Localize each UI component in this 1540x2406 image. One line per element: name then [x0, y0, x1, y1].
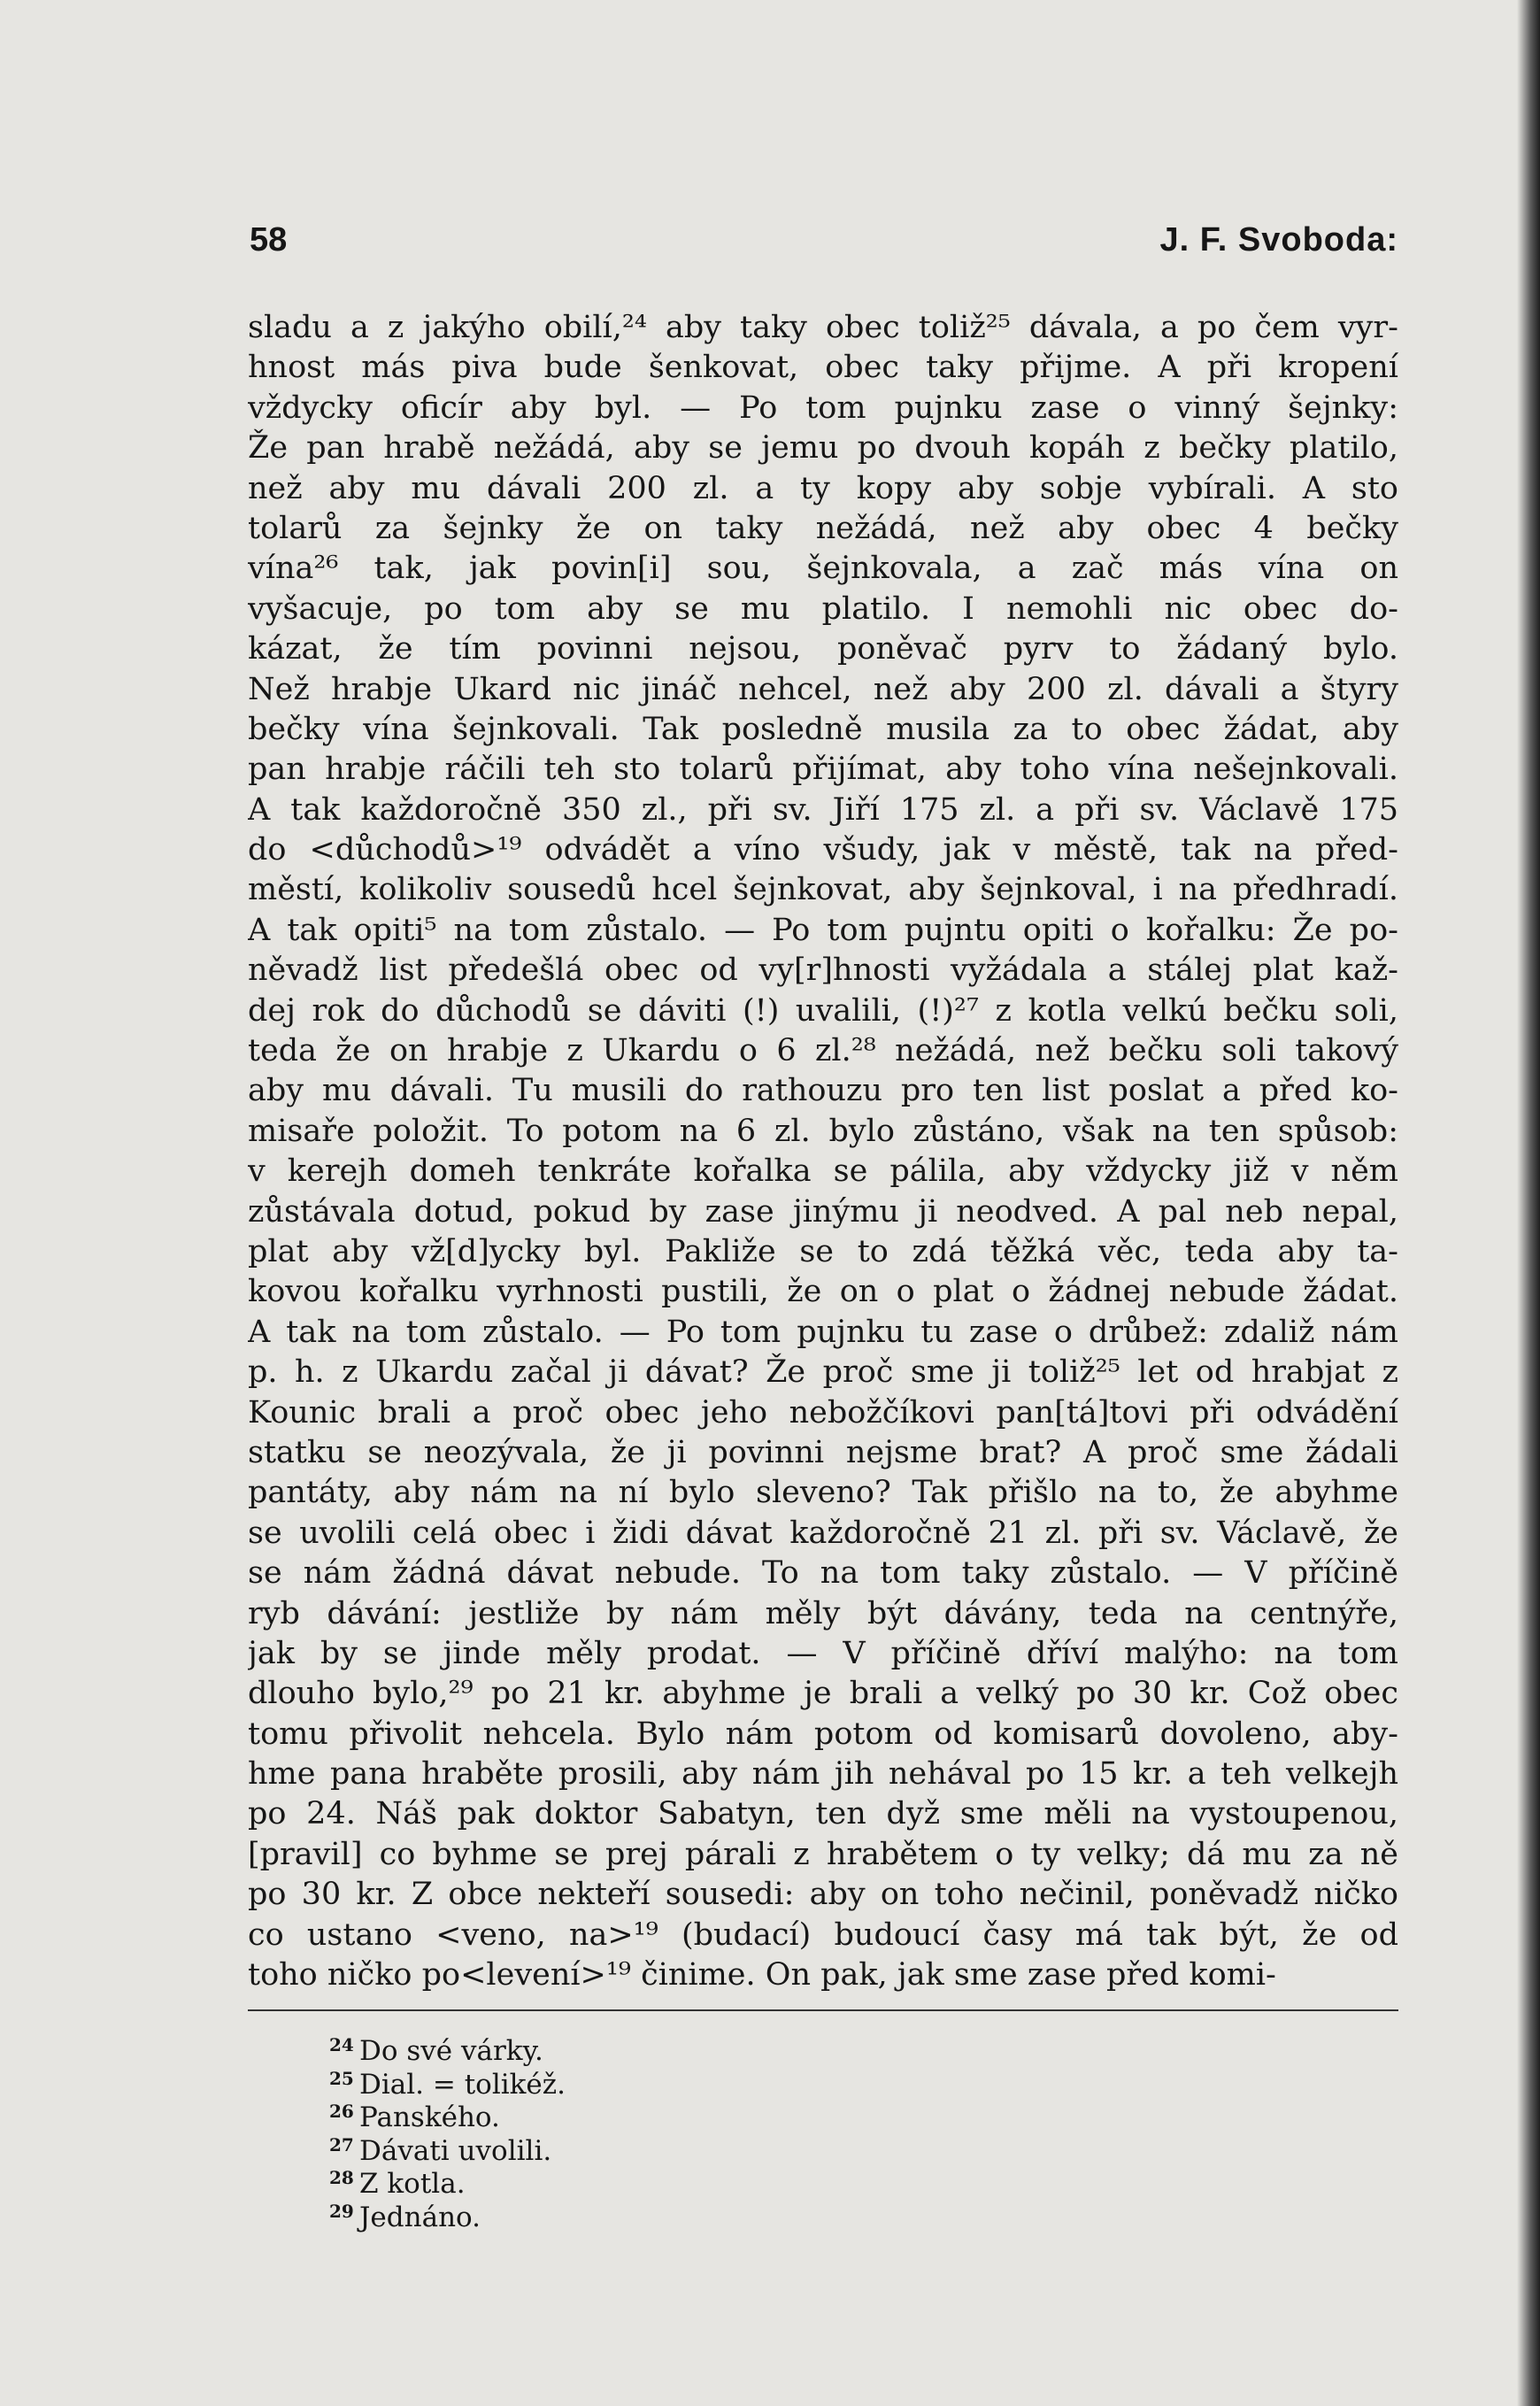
- text-line: misaře položit. To potom na 6 zl. bylo zůstáno, však na ten spůsob:: [248, 1113, 1398, 1149]
- running-head: J. F. Svoboda:: [1159, 221, 1398, 258]
- text-line: hme pana hraběte prosili, aby nám jih nehával po 15 kr. a teh velkejh: [248, 1756, 1398, 1793]
- text-line: po 30 kr. Z obce nekteří sousedi: aby on toho nečinil, poněvadž ničko: [248, 1877, 1398, 1913]
- text-line: v kerejh domeh tenkráte kořalka se pálila, aby vždycky již v něm: [248, 1153, 1398, 1190]
- text-line: vždycky oficír aby byl. — Po tom pujnku zase o vinný šejnky:: [248, 389, 1398, 426]
- text-line: tolarů za šejnky že on taky nežádá, než aby obec 4 bečky: [248, 510, 1398, 546]
- footnote: [329, 2195, 1398, 2233]
- text-line: co ustano <veno, na>¹⁹ (budací) budoucí časy má tak být, že od: [248, 1916, 1398, 1953]
- footnote-text: Z kotla.: [359, 2168, 466, 2201]
- text-line: do <důchodů>¹⁹ odvádět a víno všudy, jak v městě, tak na před-: [248, 832, 1398, 868]
- footnote: [329, 2063, 1398, 2101]
- text-line: něvadž list předešlá obec od vy[r]hnosti vyžádala a stálej plat kaž-: [248, 952, 1398, 989]
- footnote-text: Do své várky.: [359, 2035, 543, 2068]
- text-line: než aby mu dávali 200 zl. a ty kopy aby sobje vybírali. A sto: [248, 470, 1398, 506]
- footnote-separator: [248, 2009, 1398, 2011]
- text-line: vyšacuje, po tom aby se mu platilo. I nemohli nic obec do-: [248, 590, 1398, 627]
- footnote-number: 25: [329, 2067, 354, 2089]
- text-line: A tak každoročně 350 zl., při sv. Jiří 175 zl. a při sv. Václavě 175: [248, 791, 1398, 828]
- text-line: Než hrabje Ukard nic jináč nehcel, než aby 200 zl. dávali a štyry: [248, 671, 1398, 707]
- footnote-text: Dávati uvolili.: [359, 2134, 552, 2167]
- text-line: vína²⁶ tak, jak povin[i] sou, šejnkovala, a zač más vína on: [248, 551, 1398, 587]
- footnote-number: 24: [329, 2034, 354, 2056]
- binding-edge: [1517, 0, 1540, 2406]
- footnote-number: 29: [329, 2200, 354, 2222]
- footnote-text: Jednáno.: [359, 2201, 481, 2233]
- text-line: dlouho bylo,²⁹ po 21 kr. abyhme je brali a velký po 30 kr. Což obec: [248, 1676, 1398, 1712]
- text-line: hnost más piva bude šenkovat, obec taky přijme. A při kropení: [248, 350, 1398, 386]
- footnote-number: 26: [329, 2101, 354, 2123]
- text-line: tomu přivolit nehcela. Bylo nám potom od komisarů dovoleno, aby-: [248, 1716, 1398, 1752]
- body-text: [248, 308, 1398, 1995]
- text-line: Kounic brali a proč obec jeho nebožčíkovi pan[tá]tovi při odvádění: [248, 1394, 1398, 1430]
- footnote-text: Panského.: [359, 2101, 500, 2134]
- footnote-number: 28: [329, 2167, 354, 2189]
- text-line: se nám žádná dávat nebude. To na tom taky zůstalo. — V příčině: [248, 1555, 1398, 1592]
- text-line: statku se neozývala, že ji povinni nejsme brat? A proč sme žádali: [248, 1434, 1398, 1470]
- text-line: teda že on hrabje z Ukardu o 6 zl.²⁸ nežádá, než bečku soli takový: [248, 1033, 1398, 1069]
- footnotes: [248, 2029, 1398, 2233]
- text-line: sladu a z jakýho obilí,²⁴ aby taky obec toliž²⁵ dávala, a po čem vyr-: [248, 310, 1398, 345]
- book-page: [248, 212, 1398, 2233]
- footnote: [329, 2029, 1398, 2068]
- text-line: dej rok do důchodů se dáviti (!) uvalili, (!)²⁷ z kotla velkú bečku soli,: [248, 992, 1398, 1029]
- footnote: [329, 2095, 1398, 2134]
- text-line: bečky vína šejnkovali. Tak posledně musila za to obec žádat, aby: [248, 711, 1398, 747]
- text-line: se uvolili celá obec i židi dávat každoročně 21 zl. při sv. Václavě, že: [248, 1515, 1398, 1551]
- footnote: [329, 2162, 1398, 2201]
- text-line: A tak na tom zůstalo. — Po tom pujnku tu zase o drůbež: zdaliž nám: [248, 1314, 1398, 1350]
- text-line: Že pan hrabě nežádá, aby se jemu po dvouh kopáh z bečky platilo,: [248, 430, 1398, 467]
- text-line: ryb dávání: jestliže by nám měly být dávány, teda na centnýře,: [248, 1595, 1398, 1631]
- text-line: pantáty, aby nám na ní bylo sleveno? Tak přišlo na to, že abyhme: [248, 1475, 1398, 1511]
- text-line: po 24. Náš pak doktor Sabatyn, ten dyž sme měli na vystoupenou,: [248, 1796, 1398, 1832]
- text-line: pan hrabje ráčili teh sto tolarů přijímat, aby toho vína nešejnkovali.: [248, 752, 1398, 788]
- text-line: p. h. z Ukardu začal ji dávat? Že proč sme ji toliž²⁵ let od hrabjat z: [248, 1354, 1398, 1391]
- text-line: jak by se jinde měly prodat. — V příčině dříví malýho: na tom: [248, 1635, 1398, 1671]
- text-line: zůstávala dotud, pokud by zase jinýmu ji neodved. A pal neb nepal,: [248, 1193, 1398, 1230]
- footnote: [329, 2129, 1398, 2167]
- page-number: 58: [250, 221, 288, 258]
- text-line: plat aby vž[d]ycky byl. Pakliže se to zdá těžká věc, teda aby ta-: [248, 1233, 1398, 1269]
- text-line: [pravil] co byhme se prej párali z hrabětem o ty velky; dá mu za ně: [248, 1836, 1398, 1872]
- text-line: A tak opiti⁵ na tom zůstalo. — Po tom pujntu opiti o kořalku: Že po-: [248, 912, 1398, 948]
- text-line: městí, kolikoliv sousedů hcel šejnkovat, aby šejnkoval, i na předhradí.: [248, 872, 1398, 908]
- text-line: toho ničko po<levení>¹⁹ činime. On pak, jak sme zase před komi-: [248, 1957, 1276, 1993]
- text-line: aby mu dávali. Tu musili do rathouzu pro ten list poslat a před ko-: [248, 1073, 1398, 1109]
- text-line: kovou kořalku vyrhnosti pustili, že on o plat o žádnej nebude žádat.: [248, 1274, 1398, 1310]
- footnote-number: 27: [329, 2133, 354, 2155]
- text-line: kázat, že tím povinni nejsou, poněvač pyrv to žádaný bylo.: [248, 631, 1398, 667]
- footnote-text: Dial. = tolikéž.: [359, 2068, 566, 2101]
- page-header: [248, 212, 1398, 274]
